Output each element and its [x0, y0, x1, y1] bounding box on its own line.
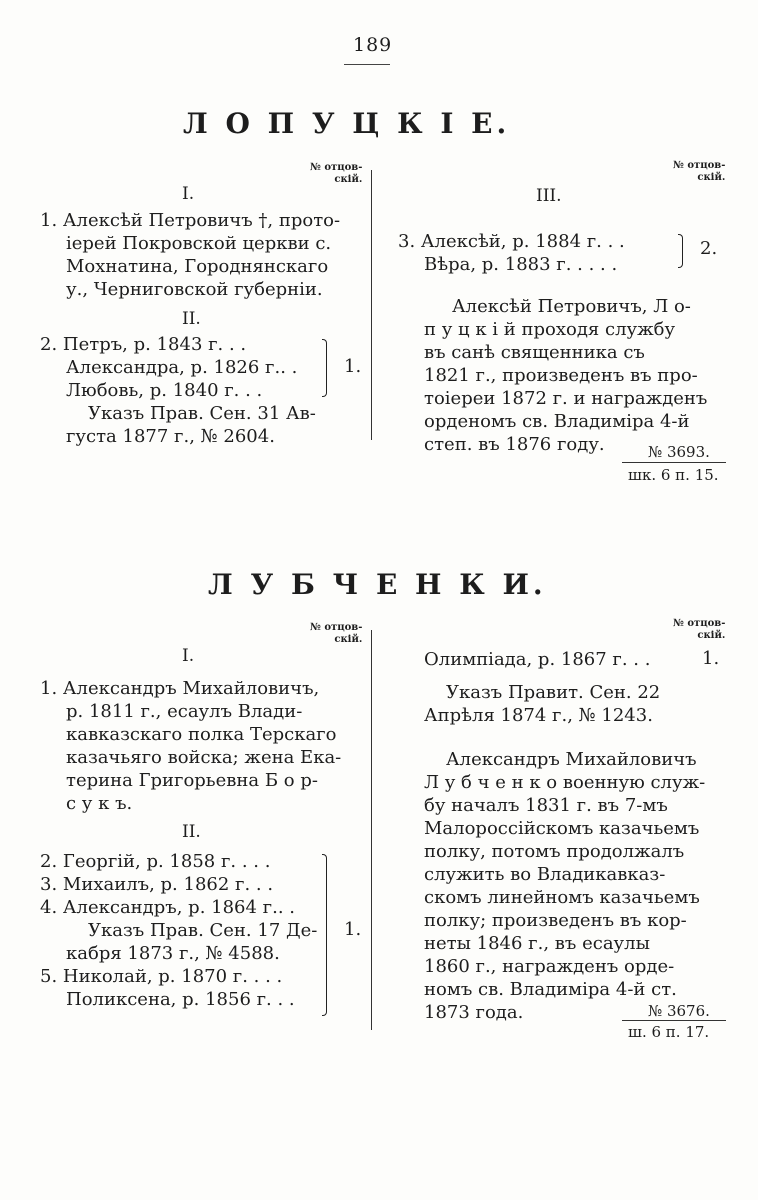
grouping-brace: [322, 854, 327, 1016]
header-line: № отцов-: [310, 162, 363, 173]
entry-line: кабря 1873 г., № 4588.: [66, 943, 280, 964]
entry-line: іерей Покровской церкви с.: [66, 233, 332, 254]
entry-line: Указъ Прав. Сен. 17 Де-: [88, 920, 318, 941]
father-number: 2.: [700, 238, 718, 259]
roman-numeral-1: I.: [182, 184, 195, 204]
entry-line: с у к ъ.: [66, 793, 133, 814]
right-column-header: [673, 618, 725, 642]
bio-line: бу началъ 1831 г. въ 7-мъ: [424, 795, 668, 816]
entry-line: 2. Петръ, р. 1843 г. . .: [40, 334, 247, 355]
bio-line: номъ св. Владиміра 4-й ст.: [424, 979, 677, 1000]
bio-line: Александръ Михайловичъ: [446, 749, 697, 770]
bio-line: неты 1846 г., въ есаулы: [424, 933, 650, 954]
header-line: № отцов-: [673, 160, 726, 171]
bio-line: Л у б ч е н к о военную служ-: [424, 772, 706, 793]
header-line: № отцов-: [310, 622, 363, 633]
left-column-header: [310, 622, 362, 646]
bio-line: полку, потомъ продолжалъ: [424, 841, 685, 862]
bio-line: 1821 г., произведенъ въ про-: [424, 365, 698, 386]
entry-line: Олимпіада, р. 1867 г. . .: [424, 649, 651, 670]
decree-line: Апрѣля 1874 г., № 1243.: [424, 705, 653, 726]
bio-line: п у ц к і й проходя службу: [424, 319, 676, 340]
entry-line: 3. Алексѣй, р. 1884 г. . .: [398, 231, 625, 252]
entry-line: Указъ Прав. Сен. 31 Ав-: [88, 403, 316, 424]
grouping-brace: [678, 234, 683, 268]
right-column-header: [673, 160, 725, 184]
entry-line: у., Черниговской губерніи.: [66, 279, 323, 300]
archive-number: № 3693.: [648, 443, 710, 461]
roman-numeral-1: I.: [182, 646, 195, 666]
entry-line: кавказскаго полка Терскаго: [66, 724, 337, 745]
reference-rule: [622, 462, 726, 463]
archive-location: шк. 6 п. 15.: [628, 466, 719, 484]
bio-line: скомъ линейномъ казачьемъ: [424, 887, 700, 908]
decree-line: Указъ Правит. Сен. 22: [446, 682, 661, 703]
roman-numeral-2: II.: [182, 822, 201, 842]
entry-line: 5. Николай, р. 1870 г. . . .: [40, 966, 283, 987]
header-line: скій.: [697, 172, 726, 183]
section-title-lubchenki: Л У Б Ч Е Н К И.: [208, 568, 547, 601]
archive-location: ш. 6 п. 17.: [628, 1023, 710, 1041]
grouping-brace: [322, 339, 327, 397]
bio-line: тоіереи 1872 г. и награжденъ: [424, 388, 708, 409]
entry-line: 4. Александръ, р. 1864 г.. .: [40, 897, 295, 918]
archive-number: № 3676.: [648, 1002, 710, 1020]
bio-line: полку; произведенъ въ кор-: [424, 910, 687, 931]
father-number: 1.: [344, 356, 362, 377]
column-divider: [371, 630, 372, 1030]
header-line: скій.: [697, 630, 726, 641]
column-divider: [371, 170, 372, 440]
father-number: 1.: [702, 648, 720, 669]
father-number: 1.: [344, 919, 362, 940]
entry-line: 1. Алексѣй Петровичъ †, прото-: [40, 210, 341, 231]
bio-line: въ санѣ священника съ: [424, 342, 645, 363]
entry-line: Вѣра, р. 1883 г. . . . .: [424, 254, 618, 275]
bio-line: 1873 года.: [424, 1002, 524, 1023]
header-line: № отцов-: [673, 618, 726, 629]
entry-line: казачьяго войска; жена Ека-: [66, 747, 342, 768]
bio-line: 1860 г., награжденъ орде-: [424, 956, 675, 977]
entry-line: 1. Александръ Михайловичъ,: [40, 678, 320, 699]
entry-line: густа 1877 г., № 2604.: [66, 426, 275, 447]
section-title-lopuckie: Л О П У Ц К І Е.: [183, 107, 511, 140]
header-line: скій.: [334, 634, 363, 645]
entry-line: 2. Георгій, р. 1858 г. . . .: [40, 851, 271, 872]
page-number-rule: [344, 64, 390, 65]
left-column-header: [310, 162, 362, 186]
reference-rule: [622, 1020, 726, 1021]
entry-line: р. 1811 г., есаулъ Влади-: [66, 701, 303, 722]
roman-numeral-2: II.: [182, 309, 201, 329]
entry-line: Мохнатина, Городнянскаго: [66, 256, 329, 277]
bio-line: Алексѣй Петровичъ, Л о-: [452, 296, 691, 317]
bio-line: степ. въ 1876 году.: [424, 434, 605, 455]
entry-line: терина Григорьевна Б о р-: [66, 770, 318, 791]
page-number: 189: [353, 34, 393, 56]
bio-line: орденомъ св. Владиміра 4-й: [424, 411, 690, 432]
entry-line: Поликсена, р. 1856 г. . .: [66, 989, 295, 1010]
roman-numeral-3: III.: [536, 186, 562, 206]
bio-line: Малороссійскомъ казачьемъ: [424, 818, 700, 839]
entry-line: 3. Михаилъ, р. 1862 г. . .: [40, 874, 274, 895]
entry-line: Александра, р. 1826 г.. .: [66, 357, 298, 378]
entry-line: Любовь, р. 1840 г. . .: [66, 380, 263, 401]
header-line: скій.: [334, 174, 363, 185]
bio-line: служить во Владикавказ-: [424, 864, 666, 885]
